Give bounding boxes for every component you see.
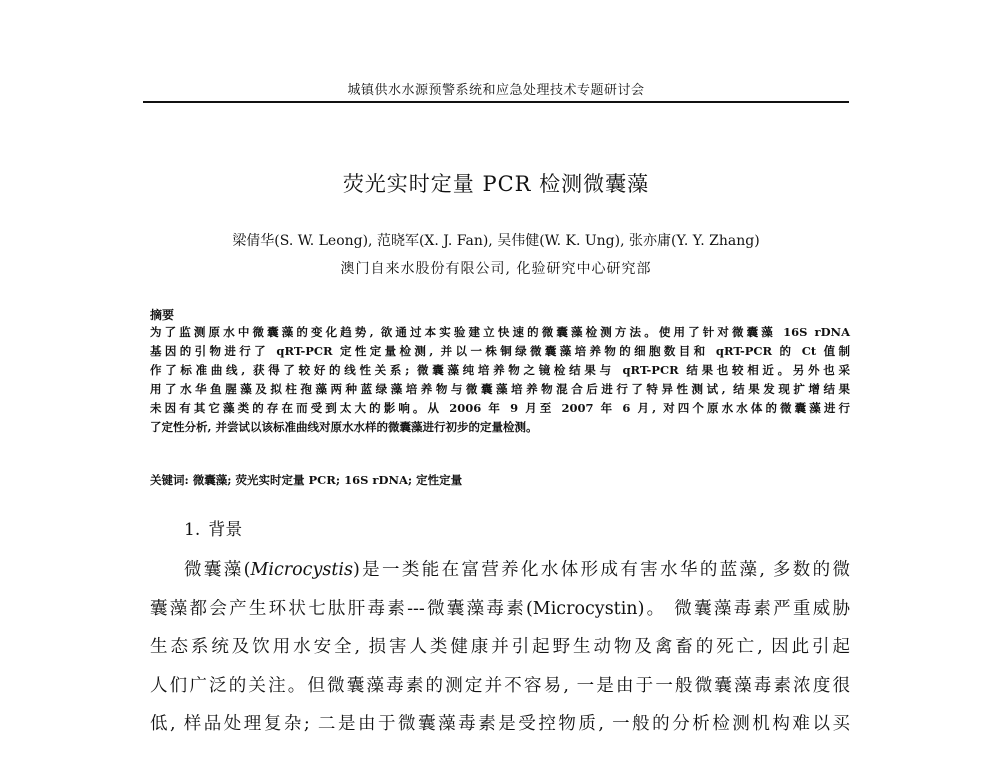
genus-name: Microcystis xyxy=(250,560,353,580)
abstract-line: 为了监测原水中微囊藻的变化趋势, 欲通过本实验建立快速的微囊藻检测方法。使用了针对微囊藻 16S rDNA xyxy=(150,325,850,339)
section-heading xyxy=(184,515,242,540)
abstract-line: 作了标准曲线, 获得了较好的线性关系; 微囊藻纯培养物之镜检结果与 qRT-PCR 结果也较相近。另外也采 xyxy=(150,363,850,377)
body-text-segment: 微囊藻( xyxy=(184,560,251,580)
affiliation: 澳门自来水股份有限公司, 化验研究中心研究部 xyxy=(340,261,652,277)
section-title: 背景 xyxy=(208,520,243,540)
abstract-line: 基因的引物进行了 qRT-PCR 定性定量检测, 并以一株铜绿微囊藻培养物的细胞数目和 qRT-PCR 的 Ct 值制 xyxy=(150,344,850,358)
abstract-line: 未因有其它藻类的存在而受到太大的影响。从 2006 年 9 月至 2007 年 6 月, 对四个原水水体的微囊藻进行 xyxy=(150,401,850,415)
header-rule xyxy=(143,101,849,103)
section-number: 1. xyxy=(184,520,201,540)
keywords: 关键词: 微囊藻; 荧光实时定量 PCR; 16S rDNA; 定性定量 xyxy=(150,473,463,487)
abstract-line: 用了水华鱼腥藻及拟柱孢藻两种蓝绿藻培养物与微囊藻培养物混合后进行了特异性测试, 结果发现扩增结果 xyxy=(150,382,850,396)
body-line: 囊藻都会产生环状七肽肝毒素---微囊藻毒素(Microcystin)。 微囊藻毒素严重威胁 xyxy=(150,598,850,619)
body-line xyxy=(150,551,850,590)
paper-title: 荧光实时定量 PCR 检测微囊藻 xyxy=(342,172,650,196)
author-list: 梁倩华(S. W. Leong), 范晓军(X. J. Fan), 吴伟健(W. K. Ung), 张亦庸(Y. Y. Zhang) xyxy=(232,233,760,249)
body-line: 人们广泛的关注。但微囊藻毒素的测定并不容易, 一是由于一般微囊藻毒素浓度很 xyxy=(150,675,850,696)
body-text-segment: )是一类能在富营养化水体形成有害水华的蓝藻, 多数的微 xyxy=(352,560,851,580)
abstract-heading: 摘要 xyxy=(150,308,175,322)
body-paragraph xyxy=(150,551,850,744)
abstract-line: 了定性分析, 并尝试以该标准曲线对原水水样的微囊藻进行初步的定量检测。 xyxy=(150,420,538,434)
abstract-body xyxy=(150,323,850,437)
body-line: 低, 样品处理复杂; 二是由于微囊藻毒素是受控物质, 一般的分析检测机构难以买 xyxy=(150,714,850,734)
running-header: 城镇供水水源预警系统和应急处理技术专题研讨会 xyxy=(347,83,645,98)
body-line: 生态系统及饮用水安全, 损害人类健康并引起野生动物及禽畜的死亡, 因此引起 xyxy=(150,637,850,657)
